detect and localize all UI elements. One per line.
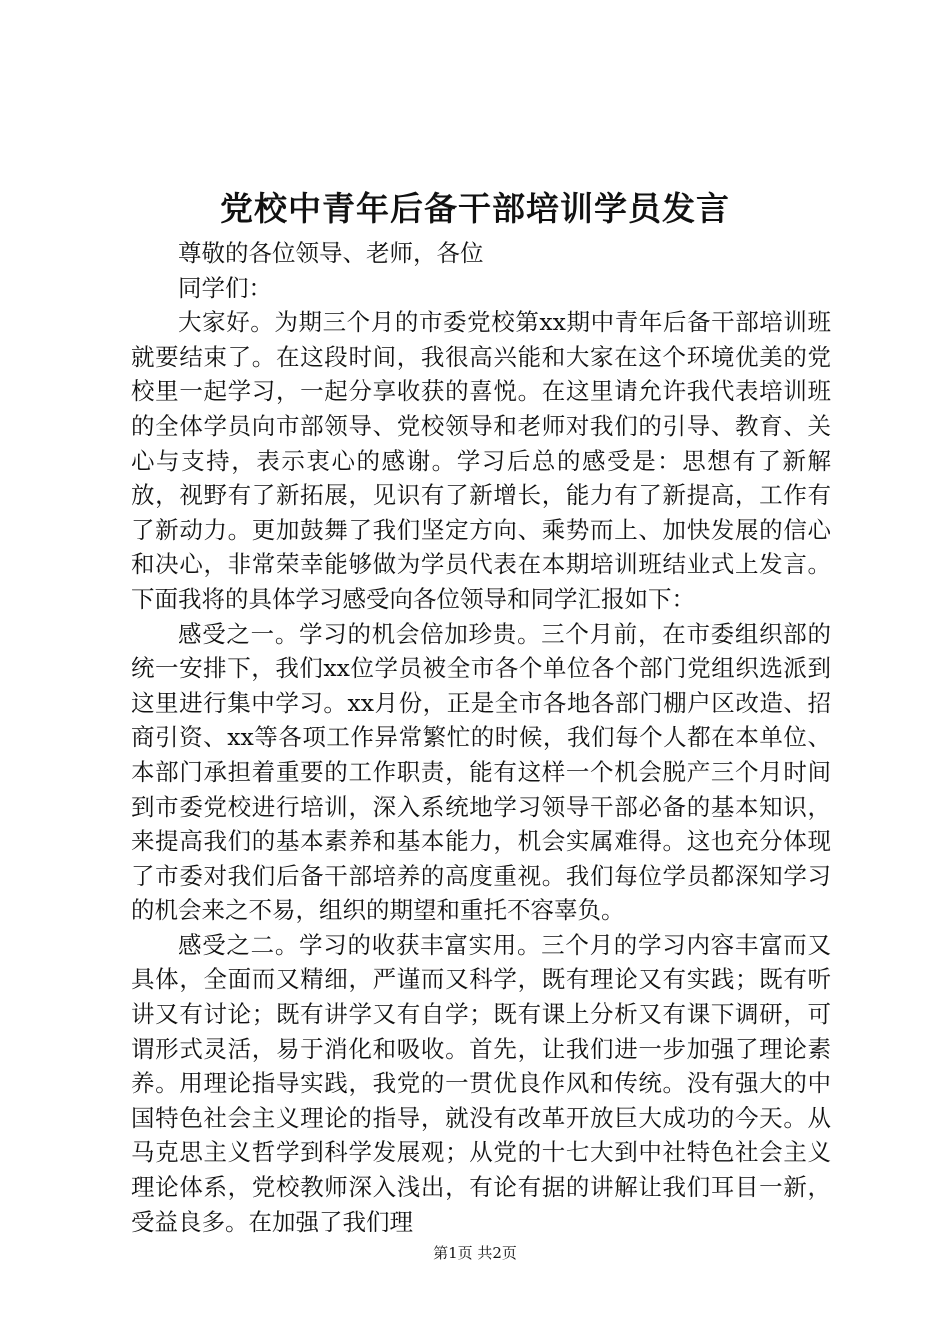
paragraph-greeting: 大家好。为期三个月的市委党校第xx期中青年后备干部培训班就要结束了。在这段时间，我很高兴能和大家在这个环境优美的党校里一起学习，一起分享收获的喜悦。在这里请允许我代表培训班的全体学员向市部领导、党校领导和老师对我们的引导、教育、关心与支持，表示衷心的感谢。学习后总的感受是：思想有了新解放，视野有了新拓展，见识有了新增长，能力有了新提高，工作有了新动力。更加鼓舞了我们坚定方向、乘势而上、加快发展的信心和决心，非常荣幸能够做为学员代表在本期培训班结业式上发言。下面我将的具体学习感受向各位领导和同学汇报如下： [131, 308, 831, 613]
salutation-line-2: 同学们： [178, 273, 272, 302]
paragraph-feeling-one: 感受之一。学习的机会倍加珍贵。三个月前，在市委组织部的统一安排下，我们xx位学员被全市各个单位各个部门党组织选派到这里进行集中学习。xx月份，正是全市各地各部门棚户区改造、招商引资、xx等各项工作异常繁忙的时候，我们每个人都在本单位、本部门承担着重要的工作职责，能有这样一个机会脱产三个月时间到市委党校进行培训，深入系统地学习领导干部必备的基本知识，来提高我们的基本素养和基本能力，机会实属难得。这也充分体现了市委对我们后备干部培养的高度重视。我们每位学员都深知学习的机会来之不易，组织的期望和重托不容辜负。 [131, 619, 831, 925]
page-footer: 第1页 共2页 [433, 1244, 517, 1262]
document-body [131, 236, 831, 1239]
salutation-line-1: 尊敬的各位领导、老师，各位 [178, 239, 484, 267]
paragraph-feeling-two: 感受之二。学习的收获丰富实用。三个月的学习内容丰富而又具体，全面而又精细，严谨而又科学，既有理论又有实践；既有听讲又有讨论；既有讲学又有自学；既有课上分析又有课下调研，可谓形式灵活，易于消化和吸收。首先，让我们进一步加强了理论素养。用理论指导实践，我党的一贯优良作风和传统。没有强大的中国特色社会主义理论的指导，就没有改革开放巨大成功的今天。从马克思主义哲学到科学发展观；从党的十七大到中社特色社会主义理论体系，党校教师深入浅出，有论有据的讲解让我们耳目一新，受益良多。在加强了我们理 [131, 930, 831, 1236]
document-title: 党校中青年后备干部培训学员发言 [220, 189, 730, 228]
